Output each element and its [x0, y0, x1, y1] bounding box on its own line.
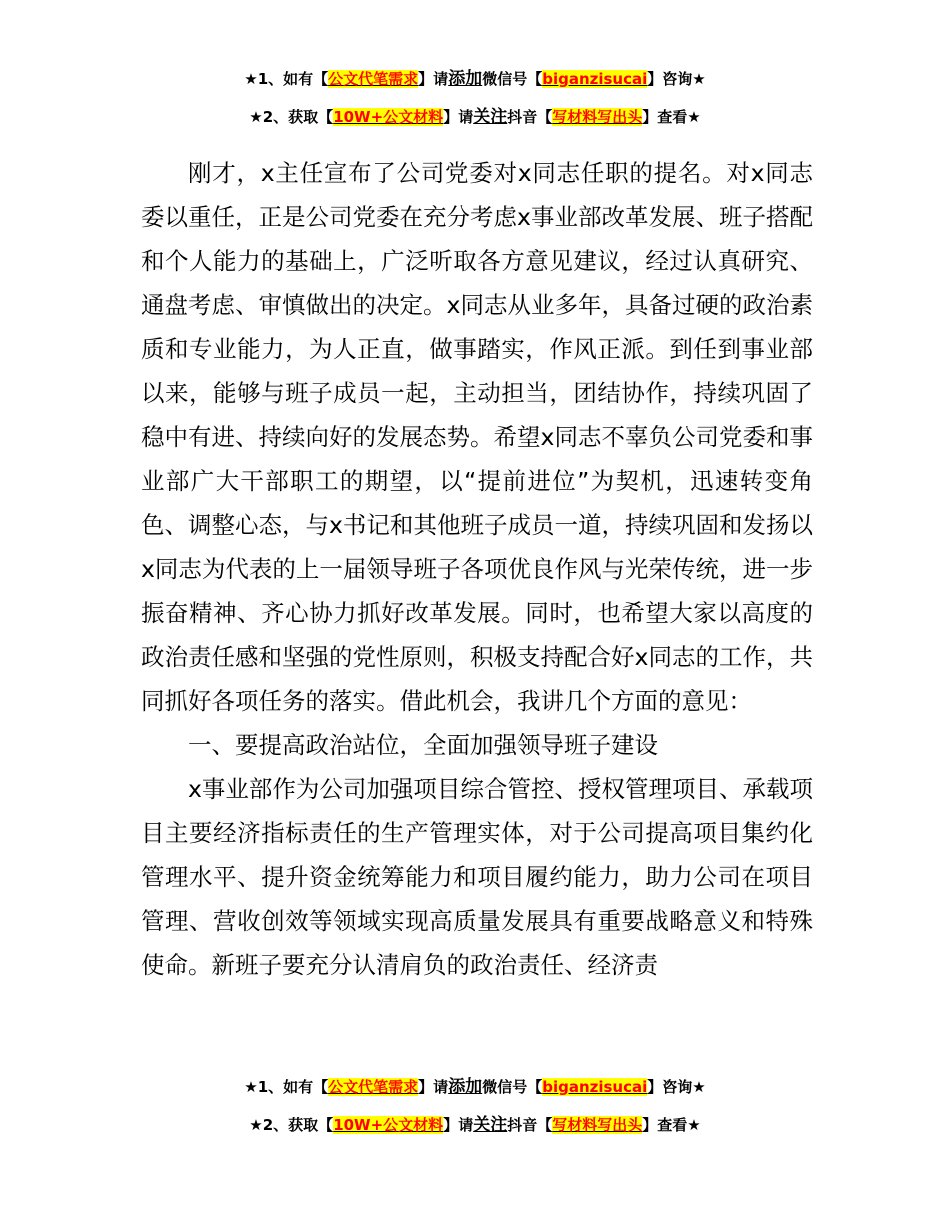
- promo-suffix: 】咨询★: [647, 70, 706, 88]
- promo-suffix: 】查看★: [642, 1116, 701, 1134]
- promo-highlight: 10W+公文材料: [333, 108, 444, 126]
- promo-highlight: biganzisucai: [542, 70, 648, 88]
- footer-promo-line-2: [0, 1115, 950, 1135]
- body-paragraph: 刚才，x主任宣布了公司党委对x同志任职的提名。对x同志委以重任，正是公司党委在充分考虑x事业部改革发展、班子搭配和个人能力的基础上，广泛听取各方意见建议，经过认真研究、通盘考虑、审慎做出的决定。x同志从业多年，具备过硬的政治素质和专业能力，为人正直，做事踏实，作风正派。到任到事业部以来，能够与班子成员一起，主动担当，团结协作，持续巩固了稳中有进、持续向好的发展态势。希望x同志不辜负公司党委和事业部广大干部职工的期望，以“提前进位”为契机，迅速转变角色、调整心态，与x书记和其他班子成员一道，持续巩固和发扬以x同志为代表的上一届领导班子各项优良作风与光荣传统，进一步振奋精神、齐心协力抓好改革发展。同时，也希望大家以高度的政治责任感和坚强的党性原则，积极支持配合好x同志的工作，共同抓好各项任务的落实。借此机会，我讲几个方面的意见：: [141, 159, 813, 715]
- promo-text: 抖音【: [507, 1116, 553, 1134]
- header-promo-line-2: [0, 107, 950, 127]
- promo-suffix: 】咨询★: [647, 1078, 706, 1096]
- promo-emphasis: 添加: [448, 69, 483, 89]
- promo-highlight: 写材料写出头: [552, 108, 643, 126]
- document-body: [141, 151, 813, 987]
- promo-prefix: ★1、如有【: [244, 70, 329, 88]
- promo-text: 】请: [418, 70, 449, 88]
- promo-prefix: ★2、获取【: [249, 1116, 334, 1134]
- promo-highlight: biganzisucai: [542, 1078, 648, 1096]
- promo-emphasis: 关注: [473, 1115, 508, 1135]
- header-promo-line-1: [0, 69, 950, 89]
- promo-highlight: 公文代笔需求: [328, 1078, 419, 1096]
- promo-text: 】请: [418, 1078, 449, 1096]
- promo-prefix: ★2、获取【: [249, 108, 334, 126]
- section-heading: 一、要提高政治站位，全面加强领导班子建设: [188, 731, 658, 759]
- promo-text: 微信号【: [482, 70, 543, 88]
- body-paragraph: x事业部作为公司加强项目综合管控、授权管理项目、承载项目主要经济指标责任的生产管理实体，对于公司提高项目集约化管理水平、提升资金统筹能力和项目履约能力，助力公司在项目管理、营收创效等领域实现高质量发展具有重要战略意义和特殊使命。新班子要充分认清肩负的政治责任、经济责: [141, 775, 813, 979]
- promo-prefix: ★1、如有【: [244, 1078, 329, 1096]
- promo-text: 抖音【: [507, 108, 553, 126]
- promo-highlight: 公文代笔需求: [328, 70, 419, 88]
- promo-text: 】请: [443, 108, 474, 126]
- promo-emphasis: 关注: [473, 107, 508, 127]
- footer-promo-line-1: [0, 1077, 950, 1097]
- promo-emphasis: 添加: [448, 1077, 483, 1097]
- promo-suffix: 】查看★: [642, 108, 701, 126]
- promo-highlight: 写材料写出头: [552, 1116, 643, 1134]
- promo-text: 微信号【: [482, 1078, 543, 1096]
- promo-highlight: 10W+公文材料: [333, 1116, 444, 1134]
- promo-text: 】请: [443, 1116, 474, 1134]
